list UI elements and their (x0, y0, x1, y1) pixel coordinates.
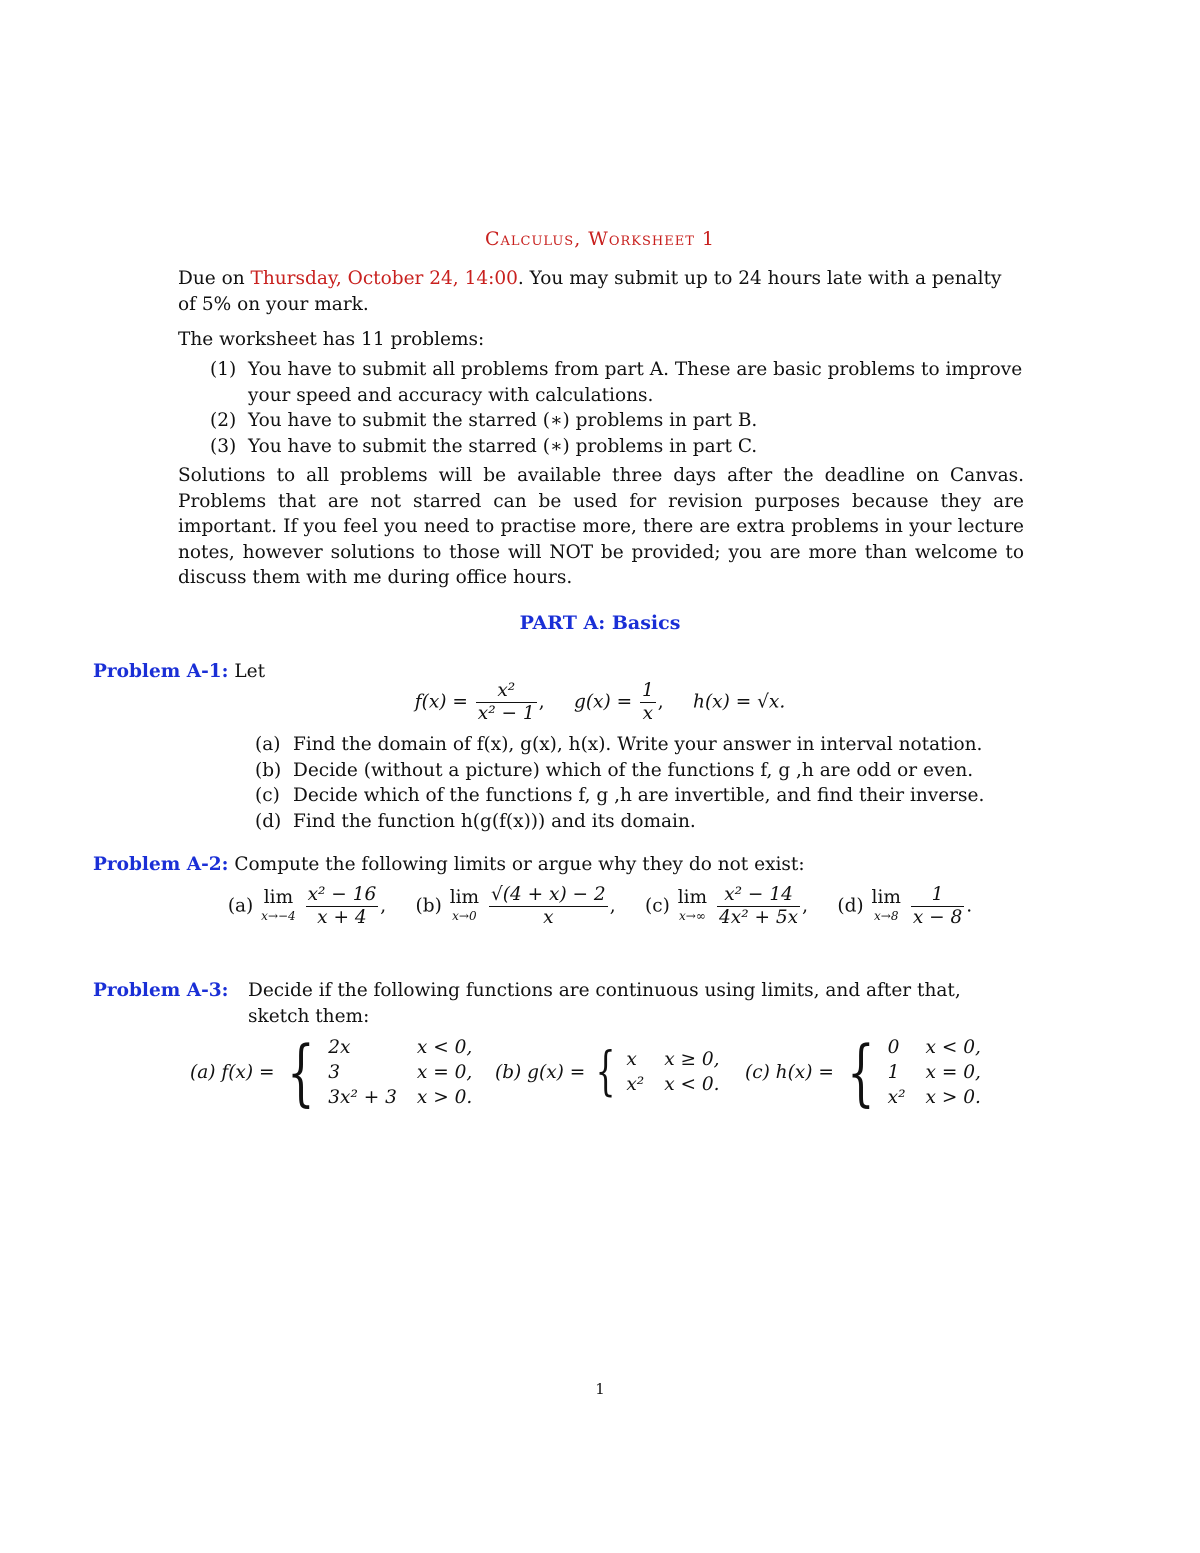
limit-operator: lim x→8 (871, 886, 901, 923)
limits-row: (a) lim x→−4 $\frac{\text{x² − 16}}{x + 4}$ , (b) lim x→0 $\frac{√(4 + x) - 2}{x}$ , (c) lim x→∞ $\frac{\text{x² − 14}}{\text{4x² + 5x}}$ , (d) lim x→8 $\frac{1}{x - 8}$ . (227, 884, 973, 928)
problem-a1-parts (255, 732, 1035, 834)
limit-fraction: $\frac{\text{x² − 16}}{x + 4}$ (307, 884, 377, 928)
problem-label: Problem A-3: (93, 980, 229, 1001)
problem-label: Problem A-1: (93, 661, 229, 682)
limit-fraction: $\frac{√(4 + x) - 2}{x}$ (490, 884, 606, 928)
f-fraction: $\frac{\text{x²}}{\text{x² − 1}}$ (477, 680, 535, 724)
due-date: Thursday, October 24, 14:00 (250, 268, 518, 289)
h-definition: h(x) = √x. (693, 691, 786, 713)
page-number: 1 (595, 1380, 605, 1398)
due-prefix: Due on (178, 268, 251, 289)
requirements-list (210, 357, 1024, 459)
left-brace-icon: { (595, 1042, 616, 1102)
due-paragraph (178, 266, 1024, 317)
piecewise-b: (b) g(x) = { x x ≥ 0, x² x < 0. (495, 1032, 720, 1112)
due-penalty: of 5% on your mark. (178, 293, 369, 315)
problem-label: Problem A-2: (93, 854, 229, 875)
list-item: (3) You have to submit the starred (∗) problems in part C. (210, 435, 758, 457)
limit-fraction: $\frac{1}{x - 8}$ (912, 884, 963, 928)
piecewise-functions (190, 1032, 990, 1112)
list-item: (b) Decide (without a picture) which of the functions f, g ,h are odd or even. (255, 759, 974, 781)
function-definitions: f(x) = $\frac{\text{x²}}{\text{x² − 1}}$ , g(x) = $\frac{1}{x}$ , h(x) = √x. (414, 680, 786, 724)
list-item: (a) Find the domain of f(x), g(x), h(x). Write your answer in interval notation. (255, 734, 983, 755)
list-item: (1) You have to submit all problems from part A. These are basic problems to improve your speed and accuracy with calculations. (210, 359, 1023, 406)
list-item: (2) You have to submit the starred (∗) problems in part B. (210, 410, 758, 431)
limit-operator: lim x→−4 (261, 886, 296, 923)
part-a-heading: PART A: Basics (519, 612, 681, 634)
piecewise-a: (a) f(x) = { 2x x < 0, 3 x = 0, 3x² + 3 x > 0. (190, 1030, 473, 1114)
left-brace-icon: { (287, 1030, 316, 1114)
problem-a3-heading (93, 978, 228, 1004)
limit-fraction: $\frac{\text{x² − 14}}{\text{4x² + 5x}}$ (718, 884, 799, 928)
solutions-note: Solutions to all problems will be available three days after the deadline on Canvas. Problems that are not starred can be used for revision purposes because they are important. If you feel you need to practise more, there are extra problems in your lecture notes, however solutions to those will NOT be provided; you are more than welcome to discuss them with me during office hours. (178, 465, 1024, 588)
problem-text: Decide if the following functions are continuous using limits, and after that, sketch them: (248, 980, 961, 1027)
limit-operator: lim x→0 (449, 886, 480, 923)
problem-text: Compute the following limits or argue why they do not exist: (234, 854, 805, 875)
due-suffix: . You may submit up to 24 hours late with a penalty (517, 268, 1002, 289)
page-title: Calculus, Worksheet 1 (484, 228, 716, 250)
list-item: (d) Find the function h(g(f(x))) and its domain. (255, 810, 696, 832)
problem-text: Let (234, 661, 266, 682)
g-fraction: $\frac{1}{x}$ (641, 680, 654, 724)
problem-a2-heading (93, 852, 805, 878)
left-brace-icon: { (847, 1030, 875, 1114)
list-item: (c) Decide which of the functions f, g ,h are invertible, and find their inverse. (255, 785, 985, 806)
piecewise-c: (c) h(x) = { 0 x < 0, 1 x = 0, x² x > 0. (745, 1030, 981, 1114)
intro-text: The worksheet has 11 problems: (178, 329, 485, 350)
limit-operator: lim x→∞ (677, 886, 708, 923)
